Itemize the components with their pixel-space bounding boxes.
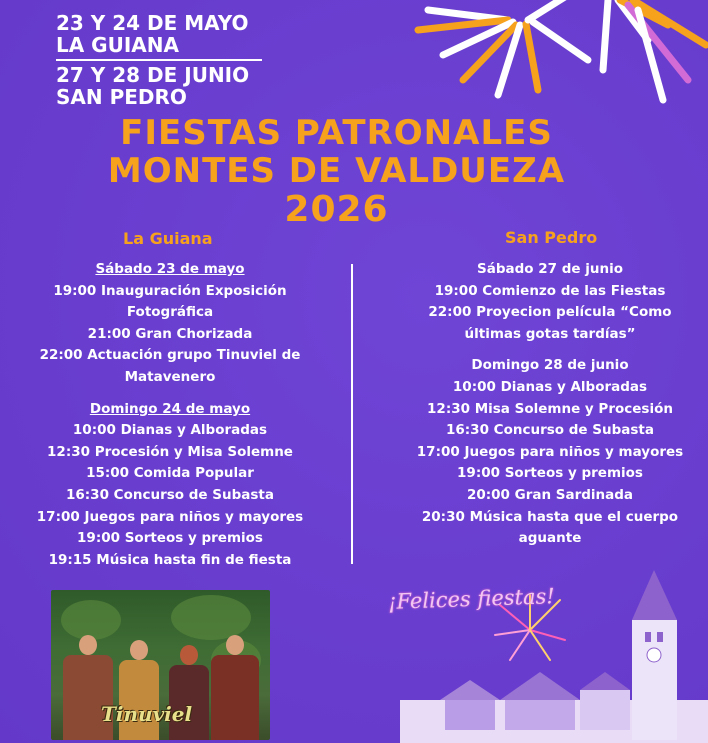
schedule-item: 16:30 Concurso de Subasta: [446, 422, 654, 439]
photo-caption: Tinuviel: [101, 702, 193, 726]
schedule-item: 10:00 Dianas y Alboradas: [72, 422, 268, 439]
greeting-text: ¡Felices fiestas!: [387, 584, 556, 614]
schedule-item: 22:00 Actuación grupo Tinuviel de: [39, 347, 301, 364]
dates-divider: [56, 59, 262, 61]
dates-line-1: 23 Y 24 DE MAYO: [56, 11, 249, 35]
schedule-item: 15:00 Comida Popular: [86, 465, 254, 482]
schedule-item: 22:00 Proyecion película “Como: [428, 304, 672, 321]
schedule-item: Matavenero: [124, 368, 216, 385]
event-dates: [56, 12, 266, 108]
fireworks-decoration: [388, 0, 708, 110]
schedule-item: 10:00 Dianas y Alboradas: [452, 378, 648, 395]
san-pedro-day2-title: Domingo 28 de junio: [471, 357, 629, 374]
san-pedro-heading: San Pedro: [505, 228, 598, 247]
dates-line-4: SAN PEDRO: [56, 85, 187, 109]
spacer: [400, 345, 700, 355]
schedule-item: 17:00 Juegos para niños y mayores: [416, 443, 684, 460]
san-pedro-schedule: [400, 259, 700, 550]
schedule-item: 19:00 Sorteos y premios: [457, 465, 643, 482]
schedule-item: 19:00 Comienzo de las Fiestas: [434, 282, 666, 299]
la-guiana-day1-title: Sábado 23 de mayo: [95, 261, 245, 277]
schedule-item: 20:00 Gran Sardinada: [466, 486, 634, 503]
dates-line-3: 27 Y 28 DE JUNIO: [56, 63, 250, 87]
schedule-item: 12:30 Procesión y Misa Solemne: [47, 443, 293, 460]
schedule-item: 21:00 Gran Chorizada: [87, 325, 253, 342]
column-divider: [351, 264, 353, 564]
poster-title: [0, 114, 708, 230]
la-guiana-day2-title: Domingo 24 de mayo: [89, 400, 251, 417]
schedule-item: aguante: [518, 530, 582, 547]
band-photo: [51, 590, 270, 740]
schedule-item: 16:30 Concurso de Subasta: [66, 486, 274, 503]
schedule-item: 19:00 Sorteos y premios: [77, 530, 263, 547]
schedule-item: 19:15 Música hasta fin de fiesta: [48, 551, 292, 568]
title-year: 2026: [284, 189, 389, 230]
schedule-item: 12:30 Misa Solemne y Procesión: [427, 400, 673, 417]
title-line-1: FIESTAS PATRONALES: [120, 113, 553, 153]
spacer: [20, 389, 320, 399]
schedule-item: últimas gotas tardías”: [464, 325, 636, 342]
schedule-item: 20:30 Música hasta que el cuerpo: [421, 508, 679, 525]
san-pedro-day1-title: Sábado 27 de junio: [476, 261, 623, 277]
schedule-item: Fotográfica: [126, 304, 214, 321]
dates-line-2: LA GUIANA: [56, 33, 179, 57]
la-guiana-heading: La Guiana: [123, 229, 213, 248]
title-line-2: MONTES DE VALDUEZA: [107, 151, 566, 191]
schedule-item: 19:00 Inauguración Exposición: [53, 282, 287, 299]
schedule-item: 17:00 Juegos para niños y mayores: [36, 508, 304, 525]
la-guiana-schedule: [20, 259, 320, 571]
